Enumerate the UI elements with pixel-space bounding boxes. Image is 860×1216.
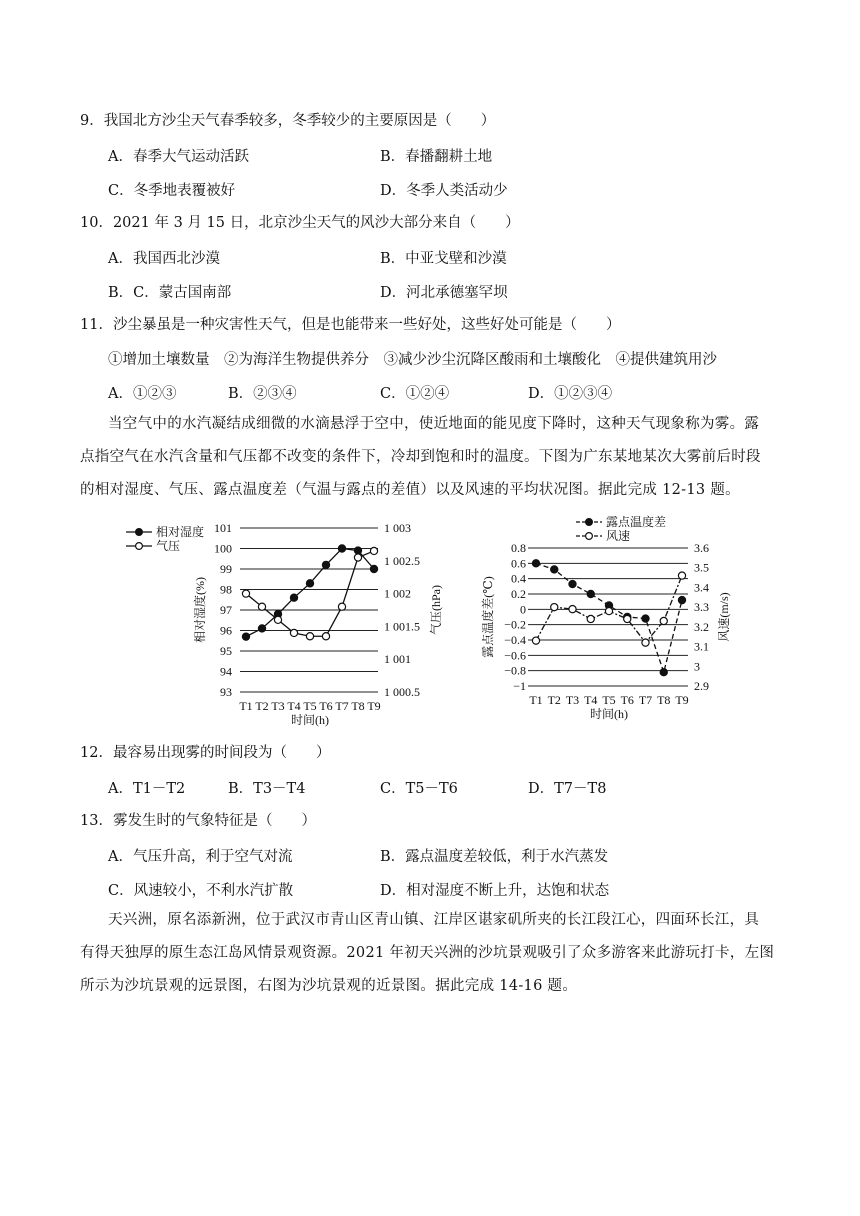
legend-label: 风速 — [606, 529, 631, 543]
passage-fog-line-2: 点指空气在水汽含量和气压都不改变的条件下，冷却到饱和时的温度。下图为广东某地某次大雾前后时段 — [80, 449, 761, 465]
q13-option-a: A．气压升高，利于空气对流 — [108, 849, 293, 865]
legend-marker — [586, 533, 593, 540]
x-tick-label: T4 — [287, 699, 301, 713]
data-point — [678, 572, 685, 579]
series-line — [536, 563, 682, 672]
q13-option-b: B．露点温度差较低，利于水汽蒸发 — [380, 849, 609, 865]
q9-option-a: A．春季大气运动活跃 — [108, 149, 249, 165]
x-axis-label: 时间(h) — [291, 713, 329, 727]
q12-option-d: D．T7－T8 — [528, 781, 607, 797]
right-tick-label: 3.6 — [694, 541, 709, 555]
x-tick-label: T6 — [319, 699, 333, 713]
q10-option-a: A．我国西北沙漠 — [108, 251, 220, 267]
humidity-pressure-chart — [120, 516, 443, 728]
left-tick-label: 0.6 — [511, 556, 526, 571]
legend-marker — [136, 529, 143, 536]
q10-option-d: D．河北承德塞罕坝 — [380, 285, 508, 301]
q9-option-c: C．冬季地表覆被好 — [108, 183, 236, 199]
series-line — [246, 551, 374, 636]
left-tick-label: 93 — [220, 685, 232, 699]
x-tick-label: T4 — [584, 693, 598, 707]
right-tick-label: 1 002 — [384, 586, 411, 601]
left-tick-label: 0 — [520, 602, 526, 617]
left-axis-label: 相对湿度(%) — [193, 577, 207, 643]
c1-series-group — [242, 545, 377, 640]
x-tick-label: T1 — [529, 693, 543, 707]
passage-tianxingzhou-line-2: 有得天独厚的原生态江岛风情景观资源。2021 年初天兴洲的沙坑景观吸引了众多游客来此游玩打卡，左图 — [80, 945, 775, 961]
q10-option-c: B．C．蒙古国南部 — [108, 285, 232, 301]
x-tick-label: T2 — [255, 699, 269, 713]
x-tick-label: T9 — [675, 693, 689, 707]
data-point — [274, 616, 281, 623]
left-tick-label: 0.8 — [511, 541, 526, 555]
left-tick-label: −0.4 — [504, 633, 526, 647]
data-point — [370, 547, 377, 554]
data-point — [569, 606, 576, 613]
series-line — [246, 549, 374, 637]
data-point — [587, 590, 594, 597]
right-tick-label: 3.2 — [694, 619, 709, 634]
left-tick-label: −0.6 — [504, 648, 526, 663]
x-tick-label: T3 — [271, 699, 285, 713]
data-point — [338, 603, 345, 610]
question-10-stem: 10．2021 年 3 月 15 日，北京沙尘天气的风沙大部分来自（ ） — [80, 215, 520, 231]
question-13-stem: 13．雾发生时的气象特征是（ ） — [80, 813, 316, 829]
passage-fog-line-3: 的相对湿度、气压、露点温度差（气温与露点的差值）以及风速的平均状况图。据此完成 12-13 题。 — [80, 482, 740, 498]
q10-option-b: B．中亚戈壁和沙漠 — [380, 251, 507, 267]
data-point — [532, 637, 539, 644]
q11-items: ①增加土壤数量 ②为海洋生物提供养分 ③减少沙尘沉降区酸雨和土壤酸化 ④提供建筑用沙 — [108, 352, 717, 368]
data-point — [551, 566, 558, 573]
left-tick-label: −0.8 — [504, 663, 526, 678]
question-9-stem: 9．我国北方沙尘天气春季较多，冬季较少的主要原因是（ ） — [80, 113, 496, 129]
right-tick-label: 1 002.5 — [384, 553, 420, 568]
right-tick-label: 2.9 — [694, 679, 709, 693]
right-tick-label: 3.3 — [694, 600, 709, 615]
left-tick-label: 95 — [220, 644, 232, 658]
c2-series-group — [532, 560, 685, 676]
x-tick-label: T2 — [547, 693, 561, 707]
left-tick-label: 0.4 — [511, 571, 526, 586]
data-point — [306, 580, 313, 587]
data-point — [354, 547, 361, 554]
passage-fog — [80, 408, 784, 507]
passage-fog-line-1: 当空气中的水汽凝结成细微的水滴悬浮于空中，使近地面的能见度下降时，这种天气现象称为雾。露 — [108, 416, 760, 432]
data-point — [660, 617, 667, 624]
data-point — [587, 615, 594, 622]
q11-option-a: A．①②③ — [108, 386, 177, 402]
right-tick-label: 3.5 — [694, 560, 709, 575]
legend-label: 相对湿度 — [156, 525, 205, 539]
data-point — [642, 615, 649, 622]
right-tick-label: 1 001.5 — [384, 619, 420, 634]
data-point — [242, 633, 249, 640]
q11-option-d: D．①②③④ — [528, 386, 613, 402]
left-tick-label: −0.2 — [504, 617, 526, 632]
left-tick-label: 97 — [220, 603, 232, 617]
data-point — [322, 561, 329, 568]
q12-option-c: C．T5－T6 — [380, 781, 458, 797]
right-tick-label: 1 000.5 — [384, 685, 420, 699]
right-axis-label: 气压(hPa) — [429, 585, 443, 635]
q13-option-c: C．风速较小，不利水汽扩散 — [108, 883, 294, 899]
right-tick-label: 1 001 — [384, 652, 411, 667]
x-tick-label: T8 — [657, 693, 671, 707]
data-point — [258, 625, 265, 632]
q12-option-b: B．T3－T4 — [228, 781, 306, 797]
left-tick-label: 96 — [220, 623, 232, 638]
x-tick-label: T6 — [620, 693, 634, 707]
x-tick-label: T9 — [367, 699, 381, 713]
q9-option-d: D．冬季人类活动少 — [380, 183, 508, 199]
right-tick-label: 1 003 — [384, 521, 411, 535]
data-point — [660, 669, 667, 676]
data-point — [306, 633, 313, 640]
data-point — [338, 545, 345, 552]
left-tick-label: −1 — [513, 679, 526, 693]
data-point — [532, 560, 539, 567]
legend-marker — [586, 519, 593, 526]
data-point — [624, 615, 631, 622]
right-axis-label: 风速(m/s) — [717, 592, 731, 642]
left-tick-label: 99 — [220, 562, 232, 576]
legend-label: 气压 — [156, 539, 181, 553]
data-point — [370, 565, 377, 572]
x-tick-label: T5 — [602, 693, 616, 707]
passage-tianxingzhou-line-3: 所示为沙坑景观的远景图，右图为沙坑景观的近景图。据此完成 14-16 题。 — [80, 978, 578, 994]
data-point — [290, 629, 297, 636]
legend-marker — [136, 543, 143, 550]
left-axis-label: 露点温度差(℃) — [481, 576, 495, 658]
c1-text-group — [126, 521, 443, 727]
data-point — [569, 580, 576, 587]
c2-text-group — [480, 514, 731, 721]
passage-tianxingzhou-line-1: 天兴洲，原名添新洲，位于武汉市青山区青山镇、江岸区谌家矶所夹的长江段江心，四面环长江，具 — [108, 912, 760, 928]
x-axis-label: 时间(h) — [590, 707, 628, 721]
right-tick-label: 3.4 — [694, 580, 709, 595]
q11-option-c: C．①②④ — [380, 386, 450, 402]
right-tick-label: 3.1 — [694, 639, 709, 654]
right-tick-label: 3 — [694, 659, 700, 674]
q13-option-d: D．相对湿度不断上升，达饱和状态 — [380, 883, 610, 899]
dewpoint-windspeed-chart — [480, 512, 731, 730]
left-tick-label: 98 — [220, 582, 232, 597]
data-point — [551, 604, 558, 611]
left-tick-label: 101 — [214, 521, 232, 535]
legend-label: 露点温度差 — [606, 515, 667, 529]
left-tick-label: 100 — [214, 541, 232, 556]
left-tick-label: 0.2 — [511, 587, 526, 601]
passage-tianxingzhou — [80, 904, 784, 1003]
data-point — [354, 554, 361, 561]
q9-option-b: B．春播翻耕土地 — [380, 149, 493, 165]
data-point — [678, 597, 685, 604]
data-point — [242, 590, 249, 597]
question-12-stem: 12．最容易出现雾的时间段为（ ） — [80, 745, 331, 761]
q11-option-b: B．②③④ — [228, 386, 297, 402]
x-tick-label: T7 — [335, 699, 349, 713]
x-tick-label: T3 — [565, 693, 580, 707]
data-point — [605, 607, 612, 614]
data-point — [642, 639, 649, 646]
data-point — [322, 633, 329, 640]
x-tick-label: T1 — [239, 699, 253, 713]
x-tick-label: T8 — [351, 699, 365, 713]
left-tick-label: 94 — [220, 664, 232, 679]
x-tick-label: T7 — [638, 693, 653, 707]
question-11-stem: 11．沙尘暴虽是一种灾害性天气，但是也能带来一些好处，这些好处可能是（ ） — [80, 317, 621, 333]
data-point — [290, 594, 297, 601]
x-tick-label: T5 — [303, 699, 317, 713]
q12-option-a: A．T1－T2 — [108, 781, 186, 797]
data-point — [258, 603, 265, 610]
